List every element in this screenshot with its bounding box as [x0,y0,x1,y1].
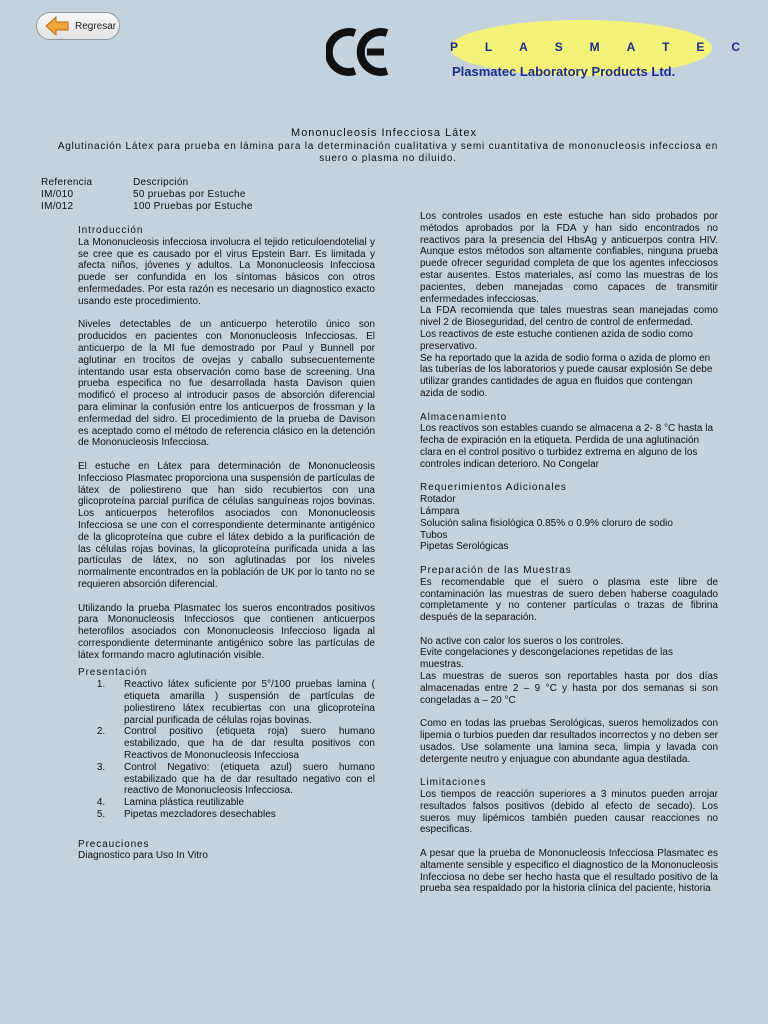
reference-header: Referencia [41,177,93,188]
fda-paragraph: La FDA recomienda que tales muestras sean manejadas como nivel 2 de Bioseguridad, del centro de control de enfermedad. [420,305,718,329]
back-button-label: Regresar [75,20,117,32]
sample-preparation-heading: Preparación de las Muestras [420,564,572,576]
reference-header-row [41,177,253,189]
brand-letter: S [554,40,563,54]
presentation-list [78,679,375,821]
azide-paragraph: Los reactivos de este estuche contienen azida de sodio como preservativo. [420,328,693,352]
brand-letter: C [731,40,740,54]
limitations-paragraph: Los tiempos de reacción superiores a 3 minutos pueden arrojar resultados falsos positivos (debido al efecto de secado). Los sueros muy lipémicos también pueden causar reacciones no especificas. [420,789,718,836]
list-item: 3. Control Negativo: (etiqueta azul) suero humano estabilizado que ha de dar resultado negativo con el reactivo de Mononucleosis Infecciosa. [96,761,375,797]
brand-letter: M [589,40,600,54]
sample-preparation-paragraph: Es recomendable que el suero o plasma este libre de contaminación las muestras de suero deben haberse coagulado completamente y no contener partículas o trazas de fibrina después de la separación. [420,576,718,624]
reference-row [41,201,253,213]
controls-paragraph: Los controles usados en este estuche han sido probados por métodos aprobados por la FDA y han sido encontrados no reactivos para la presencia del HbsAg y anticuerpos contra HIV. Aunque estos métodos son altamente confiables, ninguna prueba puede ofrecer seguridad completa de que los agentes infecciosos estar ausentes. Estos materiales, así como las muestras de los pacientes, deben manejadas como capaces de transmitir enfermedades infecciosas. [420,211,718,305]
introduction-paragraph: La Mononucleosis infecciosa involucra el tejido reticuloendotelial y se cree que es causado por el virus Epstein Barr. Es limitada y afecta niños, jóvenes y adultos. La Mononucleosis Infecciosa puede ser confundida en los síntomas básicos con otros enfermedades. Por esta razón es necesario un diagnostico exacto usando este procedimiento. [78,236,375,307]
reference-code: IM/010 [41,189,74,200]
back-button[interactable] [36,12,120,40]
list-item: Solución salina fisiológica 0.85% o 0.9% cloruro de sodio [420,517,673,529]
list-item: Lámpara [420,505,460,517]
brand-letter: A [626,40,636,54]
list-item: Tubos [420,529,448,541]
list-item: 2. Control positivo (etiqueta roja) suero humano estabilizado, que ha de dar resulta positivos con Reactivos de Mononucleosis Infecciosa [96,726,375,762]
brand-letter: T [662,40,670,54]
reference-code: IM/012 [41,201,74,212]
introduction-paragraph: Niveles detectables de un anticuerpo heterotilo único son producidos en pacientes con Mononucleosis Infecciosas. El anticuerpo de la MI fue demostrado por Paul y Bunnell por aglutinar en trocitos de ovejas y caballo subsecuentemente intentando usar esta observación como base de screening. Una prueba especifica no fue desarrollada hasta Davison quien modificó el proceso al introducir pasos de absorción diferencial para eliminar la confusión entre los anticuerpos de frossman y la enfermedad del sidro. El procedimiento de la prueba de Davison es aceptado como el método de referencia clásico en la detención de Mononucleosis Infecciosa. [78,319,375,449]
left-column [78,225,375,862]
reference-description: 50 pruebas por Estuche [133,189,246,200]
brand-letter: L [484,40,493,54]
limitations-heading: Limitaciones [420,777,487,789]
reference-table [41,177,253,213]
final-paragraph: A pesar que la prueba de Mononucleosis Infecciosa Plasmatec es altamente sensible y especifico el diagnostico de la Mononucleosis Infecciosa no debe ser hecho hasta que el resultado positivo de la prueba sea respaldado por la historia clínica del paciente, historia [420,848,718,895]
precautions-text: Diagnostico para Uso In Vitro [78,850,208,862]
brand-logo-letters [450,40,740,56]
storage-heading: Almacenamiento [420,411,508,423]
azide-paragraph: Se ha reportado que la azida de sodio forma o azida de plomo en las tuberías de los laboratorios y puede causar explosión Se debe utilizar grandes cantidades de agua en fluidos que contengan azida de sodio. [420,352,713,399]
presentation-heading: Presentación [78,667,148,679]
brand-letter: A [519,40,528,54]
reference-row [41,189,253,201]
reference-description: 100 Pruebas por Estuche [133,201,253,212]
description-header: Descripción [133,177,189,188]
requirements-list [420,494,718,553]
introduction-paragraph: Utilizando la prueba Plasmatec los sueros encontrados positivos para Mononucleosis Infecciosos que contienen anticuerpos heterofilos asociados con Mononucleosis Infeccioso ligada al correspondiente determinante antigénico sobre las partículas de látex formando macro aglutinación visible. [78,602,375,661]
list-item: 5. Pipetas mezcladores desechables [96,809,276,821]
introduction-heading: Introducción [78,225,144,236]
introduction-paragraph: El estuche en Látex para determinación de Mononucleosis Infeccioso Plasmatec proporciona una suspensión de partículas de látex de poliestireno que han sido recubiertos con una glicoproteína parcial purifica de células sanguíneas rojos bovinas. Los anticuerpos heterofilos asociados con Mononucleosis Infecciosa se une con el correspondiente determinante antigénico de la glicoproteína que cubre el látex debido a la purificación de las células rojas bovinas, la glicoproteína purificada unida a las partículas de látex, no son aglutinadas por los niveles normalmente encontrados en la población de UK por lo tanto no se requieren absorción diferencial. [78,460,375,590]
precautions-heading: Precauciones [78,838,150,850]
ce-mark-logo [326,26,392,78]
list-item: 4. Lamina plástica reutilizable [96,797,245,809]
sample-preparation-paragraph: No active con calor los sueros o los controles. [420,635,624,647]
sample-preparation-paragraph: Evite congelaciones y descongelaciones repetidas de las muestras. [420,647,673,671]
sample-preparation-paragraph: Las muestras de sueros son reportables hasta por dos días almacenadas entre 2 – 9 °C y hasta por dos semanas si son congeladas a – 20 °C [420,671,718,706]
requirements-heading: Requerimientos Adicionales [420,482,567,494]
list-item: Rotador [420,494,456,506]
brand-letter: P [450,40,459,54]
arrow-left-icon [45,16,69,36]
serology-paragraph: Como en todas las pruebas Serológicas, sueros hemolizados con lipemia o turbios pueden dar resultados incorrectos y no deben ser usados. Use solamente una lamina seca, limpia y lavada con detergente neutro y enjuague con abundante agua destilada. [420,718,718,765]
storage-paragraph: Los reactivos son estables cuando se almacena a 2- 8 °C hasta la fecha de expiración en la etiqueta. Perdida de una aglutinación clara en el control positivo o turbidez extrema en alguno de los controles indican deterioro. No Congelar [420,423,714,470]
company-name: Plasmatec Laboratory Products Ltd. [452,64,676,79]
brand-letter: E [696,40,705,54]
document-subtitle: Aglutinación Látex para prueba en lámina para la determinación cualitativa y semi cuantitativa de mononucleosis infecciosa en suero o plasma no diluido. [57,141,719,164]
list-item: 1. Reactivo látex suficiente por 5°/100 pruebas lamina ( etiqueta amarilla ) suspensión de partículas de poliestireno látex recubiertas con una glicoproteína parcial purificada de células rojas bovinas. [96,679,375,726]
list-item: Pipetas Serológicas [420,541,509,553]
document-title: Mononucleosis Infecciosa Látex [291,127,477,139]
right-column [420,211,718,895]
